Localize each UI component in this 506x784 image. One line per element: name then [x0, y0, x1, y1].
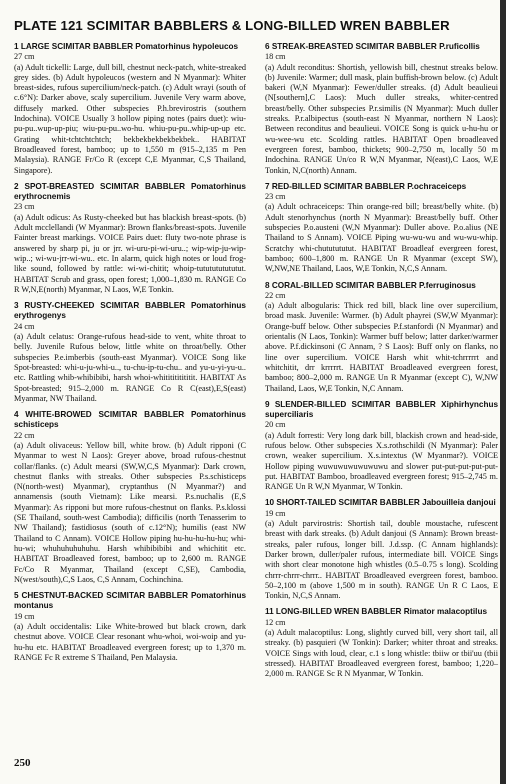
- species-entry: [14, 42, 246, 176]
- species-entry: [265, 400, 498, 493]
- species-description: (a) Adult odicus: As Rusty-cheeked but has blackish breast-spots. (b) Adult mcclellandi (W Myanmar): Brown flanks/breast-spots. Juvenile Fainter breast markings. VOICE Pairs duet: fluty two-note phrase is answered by sharp pi, ju or jrr. wi-uru-pi-wi-uru..; wip-wip-ju-wip-wip..; wi-wu-jrr-wi-wu.. etc. In alarm, quick high notes or loud frog-like sound, followed by rattle: wi-wi-chitit; whoip-tututututututut. HABITAT Scrub and grass, open forest; 1,000–1,830 m. RANGE Co R W,N,E(north) Myanmar, N Laos, W,E Tonkin.: [14, 212, 246, 294]
- right-column: [265, 42, 498, 686]
- species-description: (a) Adult forresti: Very long dark bill, blackish crown and head-side, rufous below. Other subspecies X.s.rothschildi (N Myanmar): Paler crown, weaker supercilium. X.s.intextus (W Myanmar?). VOICE Hollow piping wuwuwuwuwuwuwu and slower put-put-put-put-put-put. HABITAT Bamboo, broadleaved evergreen forest; 915–2,745 m. RANGE Un R W,N Myanmar, W Tonkin.: [265, 430, 498, 492]
- species-size: 23 cm: [265, 192, 286, 202]
- species-description: (a) Adult tickelli: Large, dull bill, chestnut neck-patch, white-streaked grey sides. (b) Adult hypoleucos (western and N Myanmar): Whiter breast-sides, rufous supercilium/neck-patch. (c) Adult wrayi (south of c.6°N): Darker above, scaly supercilium. Juvenile Very warm above, diffusely marked. Other subspecies P.h.brevirostris (southern Indochina). VOICE Usually 3 hollow piping notes (pairs duet): wiu-pu-pu..wup-up-piu; wiu-pu-pu..wo-hu. whiu-pu-pu..whip-up-up etc. Grating whit-tchtchtchtch; bekbekbekbekbekbek.. HABITAT Broadleaved forest, bamboo; up to 1,550 m (915–2,135 m Pen Malaysia). RANGE Fr/Co R (except C,E Myanmar, C,S Thailand, Singapore).: [14, 62, 246, 175]
- species-heading: 9 SLENDER-BILLED SCIMITAR BABBLER Xiphirhynchus superciliaris: [265, 399, 498, 420]
- species-heading: 7 RED-BILLED SCIMITAR BABBLER P.ochraceiceps: [265, 181, 467, 191]
- species-description: (a) Adult ochraceiceps: Thin orange-red bill; breast/belly white. (b) Adult stenorhynchus (north N Myanmar): Breast/belly buff. Other subspecies P.o.austeni (W,N Myanmar): Duller above. P.o.alius (NE Thailand to S Annam). VOICE Piping wu-wu-wu and wu-wu-whip. Scratchy whi-chututututut. HABITAT Broadleaf evergreen forest, bamboo; 600–1,800 m. RANGE Un R Myanmar (except SW), W,NW,NE Thailand, Laos, W,E Tonkin, N,C,S Annam.: [265, 202, 498, 274]
- species-heading: 6 STREAK-BREASTED SCIMITAR BABBLER P.ruficollis: [265, 42, 480, 51]
- species-size: 20 cm: [265, 420, 286, 430]
- species-size: 19 cm: [265, 508, 286, 518]
- species-entry: [14, 301, 246, 404]
- species-size: 19 cm: [14, 611, 35, 621]
- species-heading: 8 CORAL-BILLED SCIMITAR BABBLER P.ferruginosus: [265, 280, 476, 290]
- species-description: (a) Adult reconditus: Shortish, yellowish bill, chestnut streaks below. (b) Juvenile: Warmer; dull mask, plain buffish-brown below. (c) Adult bakeri (W,N Myanmar): Fewer/duller streaks. (d) Adult beaulieui (N[southern],C Laos): Much duller streaks, whiter-centred breast/belly. Other subspecies P.r.similis (N Myanmar): Much duller streaks. P.r.albipectus (south-east N Myanmar, northern N Laos): Between reconditus and beaulieui. VOICE Song is quick u-hu-hu or wu-wee-wu etc. Scolding rattles. HABITAT Open broadleaved evergreen forest, bamboo, thickets; 900–2,750 m, locally 50 m Indochina. RANGE Un/co R W,N Myanmar, N(east),C Laos, W,E Tonkin, N,C(north) Annam.: [265, 62, 498, 175]
- species-entry: [265, 281, 498, 394]
- species-entry: [265, 42, 498, 176]
- species-description: (a) Adult albogularis: Thick red bill, black line over supercilium, broad mask. Juvenile: Warmer. (b) Adult phayrei (SW,W Myanmar): Orange-buff below. Other subspecies P.f.stanfordi (N Myanmar) and orientalis (N Laos, Tonkin): Warmer buff below; latter darker/warmer above. P.f.dickinsoni (C Annam, ? S Laos): Buff only on flanks, no line over supercilium. VOICE Harsh whit whit-tchrrrrrt and whitchitit, drr krrrrrt. HABITAT Broadleaved evergreen forest, bamboo; 800–2,000 m. RANGE Un R Myanmar (except C), W,NW Thailand, Laos, W,E Tonkin, N,C Annam.: [265, 301, 498, 393]
- species-heading: 4 WHITE-BROWED SCIMITAR BABBLER Pomatorhinus schisticeps: [14, 410, 246, 430]
- species-size: 22 cm: [14, 430, 35, 440]
- species-description: (a) Adult parvirostris: Shortish tail, double moustache, rufescent breast with dark streaks. (b) Adult danjoui (S Annam): Brown breast-streaks, paler rufous, longer bill. J.d.ssp. (C Annam highlands): Darker brown, duller/paler rufous, intermediate bill. VOICE Sings with short clear monotone high whistles (0.5–0.75 s long). Scolding chrrr-chrrr-chrrr.. HABITAT Broadleaved evergreen forest, bamboo. 50–2,100 m (above 1,500 m in south). RANGE Un R C Laos, E Tonkin, N,C,S Annam.: [265, 519, 498, 601]
- species-entry: [14, 182, 246, 295]
- species-size: 12 cm: [265, 617, 286, 627]
- species-heading: 5 CHESTNUT-BACKED SCIMITAR BABBLER Pomatorhinus montanus: [14, 591, 246, 611]
- species-heading: 2 SPOT-BREASTED SCIMITAR BABBLER Pomatorhinus erythrocnemis: [14, 181, 246, 202]
- species-entry: [265, 498, 498, 601]
- species-size: 22 cm: [265, 290, 286, 300]
- page-number: 250: [14, 757, 31, 769]
- species-entry: [265, 182, 498, 275]
- species-entry: [14, 410, 246, 585]
- species-size: 18 cm: [265, 52, 286, 62]
- page-edge: [500, 0, 506, 784]
- species-size: 27 cm: [14, 52, 35, 62]
- species-heading: 11 LONG-BILLED WREN BABBLER Rimator malacoptilus: [265, 607, 487, 617]
- species-size: 24 cm: [14, 321, 35, 331]
- species-heading: 3 RUSTY-CHEEKED SCIMITAR BABBLER Pomatorhinus erythrogenys: [14, 301, 246, 321]
- plate-title: PLATE 121 SCIMITAR BABBLERS & LONG-BILLED WREN BABBLER: [14, 18, 450, 33]
- species-heading: 1 LARGE SCIMITAR BABBLER Pomatorhinus hypoleucos: [14, 42, 239, 51]
- species-description: (a) Adult celatus: Orange-rufous head-side to vent, white throat to belly. Juvenile Rufous below, little white on throat/belly. Other subspecies P.e.imberbis (south-east Myanmar). VOICE Song like Spot-breasted: whi-u-ju-whi-u.., tu-chu-ip-tu-chu.. and yu-u-yi-yu-u.. etc. Rattling whib-whibibibi, harsh whoi-whititititititit. HABITAT As Spot-breasted; 915–2,000 m. RANGE Co R C(east),E,S(east) Myanmar, NW Thailand.: [14, 332, 246, 403]
- species-description: (a) Adult occidentalis: Like White-browed but black crown, dark chestnut above. VOICE Clear resonant whu-whoi, woi-woip and yu-hu-hu etc. HABITAT Broadleaved evergreen forest; up to 1,370 m. RANGE Fc R extreme S Thailand, Pen Malaysia.: [14, 622, 246, 662]
- species-description: (a) Adult malacoptilus: Long, slightly curved bill, very short tail, all streaky. (b) pasquieri (W Tonkin): Darker; whiter throat and streaks. VOICE Sings with loud, clear, c.1 s long whistle: tbiiw or tbii'uu (tbii stressed). HABITAT Broadleaved evergreen forest, bamboo; 1,220–2,000 m. RANGE Sc R N Myanmar, W Tonkin.: [265, 628, 498, 679]
- species-entry: [14, 591, 246, 663]
- species-heading: 10 SHORT-TAILED SCIMITAR BABBLER Jabouilleia danjoui: [265, 498, 496, 508]
- species-description: (a) Adult olivaceus: Yellow bill, white brow. (b) Adult ripponi (C Myanmar to west N Laos): Greyer above, broad rufous-chestnut collar/flanks. (c) Adult mearsi (SW,W,C,S Myanmar): Dark crown, chestnut flanks with streaks. Other subspecies P.s.schisticeps (N(north-west) Myanmar), cryptanthus (N Myanmar?) and annamensis (south Vietnam): Like mearsi. P.s.nuchalis (E,S Myanmar): As ripponi but more rufous-chestnut on flanks. P.s.klossi (SE Thailand, south-west Cambodia); difficilis (north Tenasserim to NW Thailand); fastidiosus (south of c.12°N); humilis (east NW Thailand to C Annam). VOICE Hollow piping hu-hu-hu-hu-hu; whi-hu-wi; whuhuhuhuhuhu. Harsh whibibibibi and whichitit etc. HABITAT Broadleaved forest, bamboo; up to 2,600 m. RANGE Fc/Co R Myanmar, Thailand (except C,SE), Cambodia, N(west/south),C,S Laos, C,S Annam, Cochinchina.: [14, 440, 246, 584]
- left-column: [14, 42, 246, 669]
- species-entry: [265, 607, 498, 679]
- species-size: 23 cm: [14, 202, 35, 212]
